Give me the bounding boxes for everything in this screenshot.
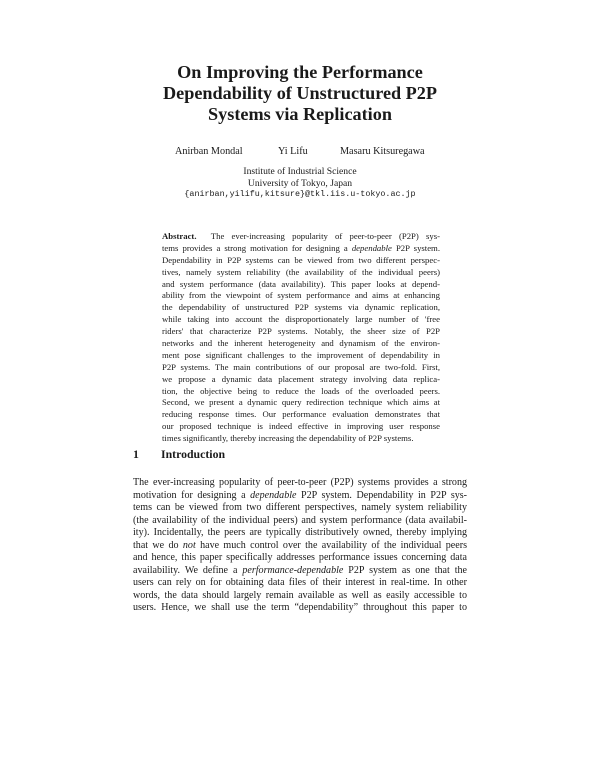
title-line-2: Dependability of Unstructured P2P: [163, 83, 437, 103]
section-heading: [133, 447, 225, 462]
abstract-line: the dependability of unstructured P2P systems via dynamic replication,: [162, 302, 440, 313]
body-line: words, the data should largely remain available as well as easily accessible to: [133, 589, 467, 601]
body-line: that we do not have much control over the availability of the individual peers: [133, 539, 467, 551]
abstract-line: riders' that characterize P2P systems. Notably, the sheer size of P2P: [162, 326, 440, 337]
body-line: availability. We define a performance-dependable P2P system as one that the: [133, 564, 467, 576]
abstract-line: tion, the objective being to reduce the loads of the overloaded peers.: [162, 385, 440, 396]
affiliation-email: {anirban,yilifu,kitsure}@tkl.iis.u-tokyo.ac.jp: [184, 189, 416, 199]
body-line: users. Hence, we shall use the term “dependability” throughout this paper to: [133, 602, 467, 613]
body-line: motivation for designing a dependable P2P system. Dependability in P2P sys-: [133, 489, 467, 501]
abstract-line: reducing response times. Our performance evaluation demonstrates that: [162, 409, 440, 420]
section-title: Introduction: [161, 447, 226, 461]
section-number: 1: [133, 447, 139, 461]
paper-title: [100, 62, 500, 125]
title-line-3: Systems via Replication: [208, 104, 392, 124]
abstract-line: tems provides a strong motivation for designing a dependable P2P system.: [162, 242, 440, 253]
abstract-line: our proposed technique is indeed effective in improving user response: [162, 421, 440, 432]
author-name: Masaru Kitsuregawa: [340, 146, 425, 157]
abstract: [162, 231, 440, 445]
abstract-line: while taking into account the disproportionately large number of 'free: [162, 314, 440, 325]
abstract-line: and system performance (data availability). This paper looks at depend-: [162, 278, 440, 289]
abstract-line: Dependability in P2P systems can be viewed from two different perspec-: [162, 254, 440, 265]
body-line: ity). Incidentally, the peers are typically distributively owned, thereby implying: [133, 527, 467, 538]
abstract-label: Abstract.: [162, 231, 197, 241]
abstract-line: ment pose significant challenges to the improvement of dependability in: [162, 349, 440, 360]
abstract-line: networks and the inherent heterogeneity and dynamism of the environ-: [162, 338, 440, 349]
affiliation: [150, 166, 450, 201]
body-line: The ever-increasing popularity of peer-to-peer (P2P) systems provides a strong: [133, 477, 467, 488]
abstract-line: times significantly, thereby increasing the dependability of P2P systems.: [162, 433, 414, 444]
affiliation-institute: Institute of Industrial Science: [243, 166, 357, 177]
author-name: Anirban Mondal: [175, 146, 243, 157]
body-line: users can rely on for obtaining data files of their interest in real-time. In other: [133, 577, 467, 588]
body-line: tems can be viewed from two different perspectives, namely system reliability: [133, 502, 467, 513]
author-list: [0, 146, 600, 160]
body-line: and hence, this paper specifically addresses performance issues concerning data: [133, 552, 467, 563]
author-name: Yi Lifu: [278, 146, 308, 157]
title-line-1: On Improving the Performance: [177, 62, 423, 82]
affiliation-university: University of Tokyo, Japan: [247, 177, 353, 189]
abstract-line: we propose a dynamic data placement strategy involving data replica-: [162, 373, 440, 384]
body-line: (the availability of the individual peers) and system performance (data availabil-: [133, 514, 467, 526]
intro-body: [133, 477, 467, 615]
abstract-line: P2P systems. The main contributions of our proposal are two-fold. First,: [162, 361, 440, 372]
abstract-line: tives, namely system reliability (the availability of the individual peers): [162, 266, 440, 277]
abstract-line: ability from the viewpoint of system performance and aims at enhancing: [162, 290, 440, 301]
abstract-line: Second, we present a dynamic query redirection technique which aims at: [162, 397, 440, 408]
abstract-line: Abstract. The ever-increasing popularity of peer-to-peer (P2P) sys-: [162, 231, 440, 241]
